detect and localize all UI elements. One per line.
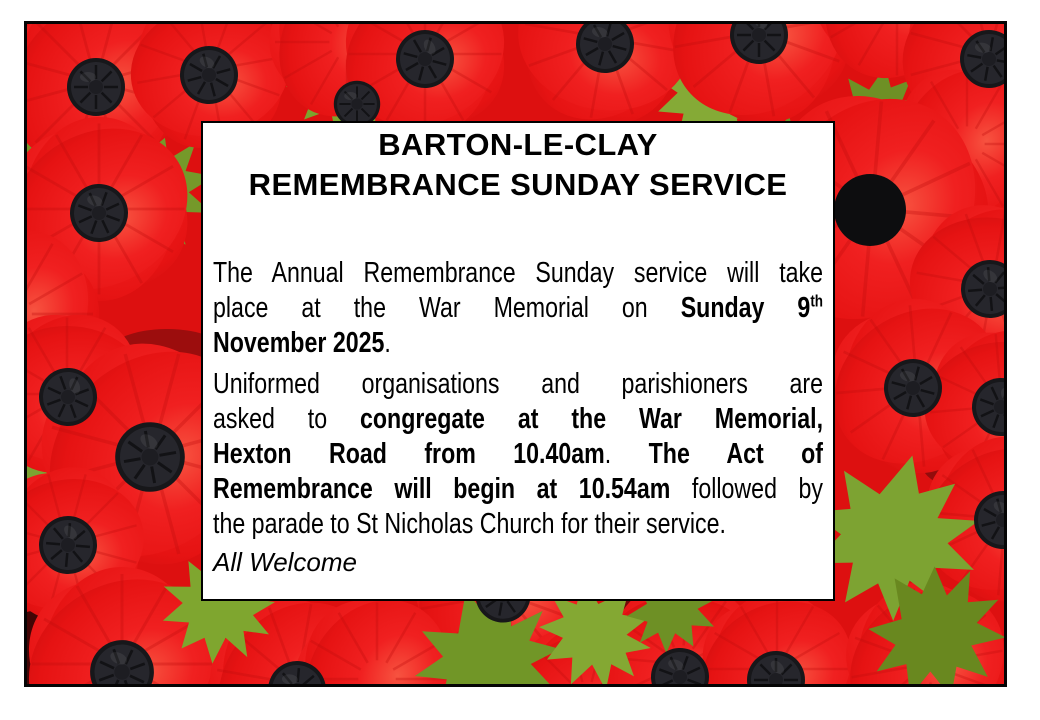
poster-body	[213, 256, 823, 542]
text-line	[213, 402, 823, 437]
text-segment: congregate at the War Memorial,	[359, 403, 824, 435]
poppy-felt-center	[834, 174, 906, 246]
poster-title	[203, 123, 833, 205]
text-line	[213, 326, 823, 361]
text-segment: place at the War Memorial on	[213, 292, 681, 324]
text-segment: Hexton Road from 10.40am	[213, 438, 605, 470]
text-line	[213, 291, 823, 326]
text-line	[213, 367, 823, 402]
welcome-note: All Welcome	[213, 547, 358, 577]
text-segment: followed by	[670, 473, 824, 505]
text-line	[213, 472, 823, 507]
text-segment: Sunday 9	[680, 292, 811, 324]
text-segment: Remembrance will begin at 10.54am	[213, 473, 671, 505]
text-line	[213, 256, 823, 291]
text-line	[213, 507, 823, 542]
text-segment: asked to	[213, 403, 360, 435]
text-segment: .	[384, 327, 391, 359]
text-segment: Uniformed organisations and parishioners are	[213, 368, 824, 400]
notice-box	[201, 121, 835, 601]
paragraph	[213, 367, 823, 542]
text-segment: .	[604, 438, 649, 470]
title-line-1: BARTON-LE-CLAY	[378, 127, 658, 162]
text-segment: The Act of	[648, 438, 824, 470]
text-line	[213, 437, 823, 472]
poppy-button	[67, 58, 125, 116]
title-line-2: REMEMBRANCE SUNDAY SERVICE	[248, 167, 788, 202]
text-segment: the parade to St Nicholas Church for their service.	[213, 508, 726, 540]
text-segment: The Annual Remembrance Sunday service will take	[213, 257, 824, 289]
text-segment: th	[810, 291, 824, 311]
text-segment: November 2025	[213, 327, 385, 359]
paragraph	[213, 256, 823, 361]
